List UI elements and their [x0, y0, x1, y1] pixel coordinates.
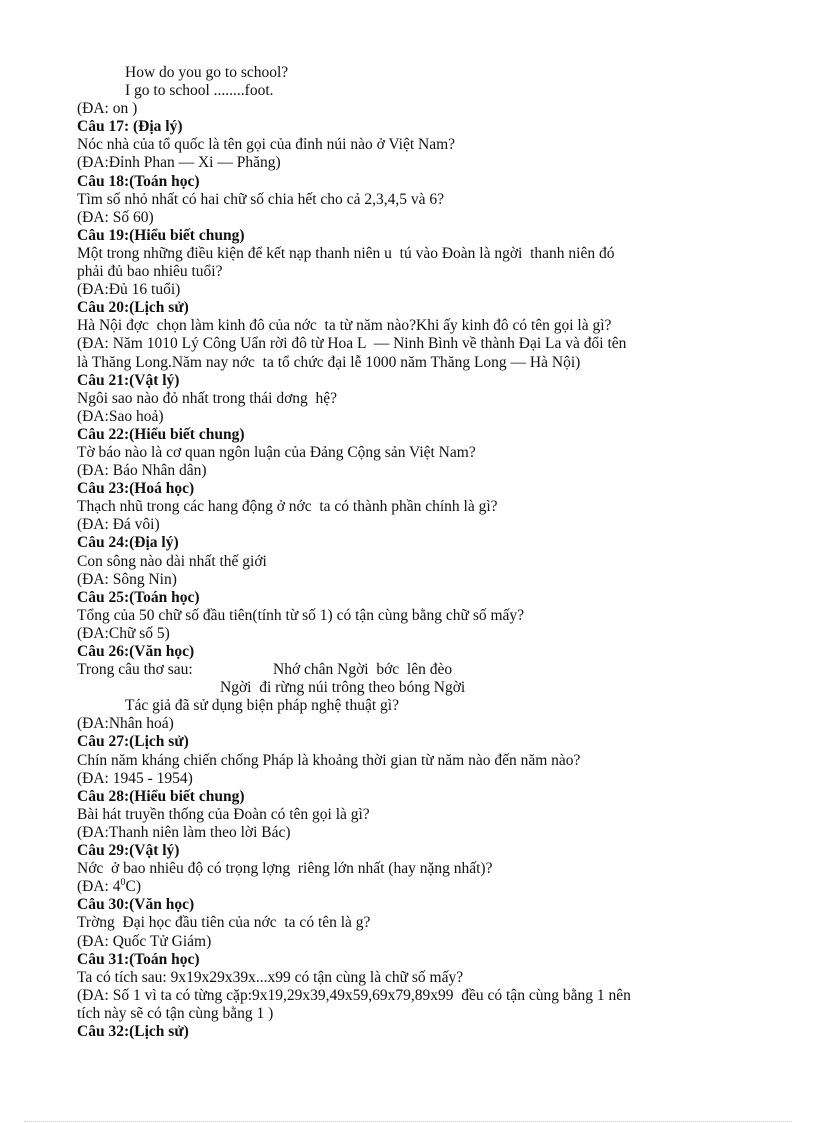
- question-heading: Câu 31:(Toán học): [77, 950, 200, 968]
- question-text: Nóc nhà của tổ quốc là tên gọi của đỉnh núi nào ở Việt Nam?: [77, 136, 456, 154]
- question-heading: Câu 20:(Lịch sử): [77, 299, 189, 317]
- question-text: phải đủ bao nhiêu tuổi?: [77, 263, 223, 281]
- answer-line: (ĐA: Số 60): [77, 208, 154, 226]
- question-text: Một trong những điều kiện để kết nạp thanh niên u tú vào Đoàn là ngời thanh niên đó: [77, 244, 615, 262]
- answer-line: (ĐA:Đủ 16 tuổi): [77, 281, 181, 299]
- answer-prefix: (ĐA: 4: [77, 878, 121, 896]
- poem-verse-1: Nhớ chân Ngời bớc lên đèo: [273, 661, 453, 679]
- question-heading: Câu 27:(Lịch sử): [77, 733, 189, 751]
- answer-line: (ĐA: Năm 1010 Lý Công Uẩn rời đô từ Hoa L — Ninh Bình về thành Đại La và đổi tên: [77, 335, 627, 353]
- intro-line: I go to school ........foot.: [125, 82, 274, 100]
- answer-line: (ĐA:Sao hoả): [77, 407, 164, 425]
- question-heading: Câu 18:(Toán học): [77, 172, 200, 190]
- question-heading: Câu 17: (Địa lý): [77, 118, 183, 136]
- question-heading: Câu 22:(Hiểu biết chung): [77, 425, 245, 443]
- question-text: Nớc ở bao nhiêu độ có trọng lợng riêng lớn nhất (hay nặng nhất)?: [77, 860, 493, 878]
- degree-superscript: 0: [120, 877, 126, 889]
- question-text: Tờ báo nào là cơ quan ngôn luận của Đảng Cộng sản Việt Nam?: [77, 443, 476, 461]
- answer-suffix: C): [125, 878, 141, 896]
- question-text: Hà Nội đợc chọn làm kinh đô của nớc ta từ năm nào?Khi ấy kinh đô có tên gọi là gì?: [77, 317, 612, 335]
- question-text: Ta có tích sau: 9x19x29x39x...x99 có tận cùng là chữ số mấy?: [77, 968, 464, 986]
- question-text: Con sông nào dài nhất thế giới: [77, 552, 267, 570]
- poem-intro-line: [77, 661, 747, 679]
- question-text: Tổng của 50 chữ số đầu tiên(tính từ số 1) có tận cùng bằng chữ số mấy?: [77, 606, 525, 624]
- question-heading: Câu 19:(Hiểu biết chung): [77, 226, 245, 244]
- answer-line: (ĐA: Quốc Tử Giám): [77, 932, 212, 950]
- intro-line: How do you go to school?: [125, 64, 289, 81]
- answer-line: (ĐA:Thanh niên làm theo lời Bác): [77, 823, 291, 841]
- question-heading: Câu 28:(Hiểu biết chung): [77, 787, 245, 805]
- question-heading: Câu 23:(Hoá học): [77, 480, 195, 498]
- answer-line: tích này sẽ có tận cùng bằng 1 ): [77, 1004, 274, 1022]
- question-heading: Câu 32:(Lịch sử): [77, 1022, 189, 1040]
- page-bottom-divider: [24, 1121, 792, 1122]
- question-text: Bài hát truyền thống của Đoàn có tên gọi là gì?: [77, 805, 370, 823]
- question-heading: Câu 29:(Vật lý): [77, 842, 180, 860]
- question-text: Thạch nhũ trong các hang động ở nớc ta có thành phần chính là gì?: [77, 498, 498, 516]
- answer-line: (ĐA:Đỉnh Phan — Xi — Phăng): [77, 154, 281, 172]
- answer-line: là Thăng Long.Năm nay nớc ta tổ chức đại lễ 1000 năm Thăng Long — Hà Nội): [77, 353, 581, 371]
- question-text: Trờng Đại học đầu tiên của nớc ta có tên là g?: [77, 914, 371, 932]
- answer-line: (ĐA: Báo Nhân dân): [77, 462, 207, 480]
- answer-line: (ĐA: Số 1 vì ta có từng cặp:9x19,29x39,49x59,69x79,89x99 đều có tận cùng bằng 1 nên: [77, 986, 631, 1004]
- answer-line: (ĐA: on ): [77, 100, 138, 118]
- question-text: Tìm số nhỏ nhất có hai chữ số chia hết cho cả 2,3,4,5 và 6?: [77, 190, 444, 208]
- answer-line: (ĐA: Đá vôi): [77, 516, 160, 534]
- question-heading: Câu 26:(Văn học): [77, 643, 195, 660]
- question-heading: Câu 25:(Toán học): [77, 588, 200, 606]
- question-text: Ngôi sao nào đỏ nhất trong thái dơng hệ?: [77, 389, 338, 407]
- answer-line: (ĐA: 1945 - 1954): [77, 769, 193, 787]
- answer-line: [77, 878, 747, 896]
- question-text: Tác giả đã sử dụng biện pháp nghệ thuật gì?: [125, 697, 399, 715]
- question-text: Chín năm kháng chiến chống Pháp là khoảng thời gian từ năm nào đến năm nào?: [77, 751, 581, 769]
- question-heading: Câu 24:(Địa lý): [77, 534, 179, 552]
- answer-line: (ĐA:Nhân hoá): [77, 715, 174, 733]
- poem-verse-2: Ngời đi rừng núi trông theo bóng Ngời: [220, 679, 466, 697]
- question-heading: Câu 21:(Vật lý): [77, 371, 180, 389]
- answer-line: (ĐA: Sông Nin): [77, 570, 177, 588]
- question-heading: Câu 30:(Văn học): [77, 896, 195, 914]
- document-body: [77, 64, 747, 1041]
- answer-line: (ĐA:Chữ số 5): [77, 624, 170, 642]
- poem-lead: Trong câu thơ sau:: [77, 661, 193, 679]
